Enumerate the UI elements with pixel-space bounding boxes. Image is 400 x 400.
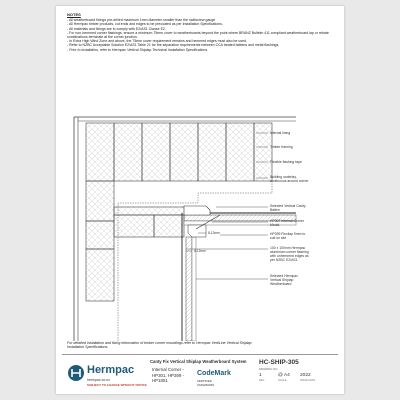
callout-underlay-1: Building underlay, [270, 175, 297, 179]
callout-flashing-2: aluminium corner flashing [270, 250, 309, 254]
timber-stud [86, 221, 114, 249]
timber-stud [114, 123, 142, 181]
brand-url: hermpac.co.nz [87, 378, 110, 382]
drawing-sheet [56, 6, 344, 394]
scale-label: SCALE [278, 379, 287, 382]
description-line: Internal Corner - [152, 367, 184, 372]
weatherboard [186, 237, 192, 341]
callout-timber-framing: Timber framing [270, 145, 293, 149]
dimension-label: 8-12mm [194, 249, 206, 253]
brand-block [67, 361, 147, 387]
timber-stud [170, 123, 198, 181]
callout-corner-mould-2: Mould [270, 223, 280, 227]
system-title: Canty Fix Vertical Shiplap Weatherboard System [150, 359, 247, 364]
callout-underlay-2: continuous around corner [270, 179, 309, 183]
timber-stud [198, 123, 226, 181]
revision: 1 [259, 373, 262, 378]
internal-corner-mould [188, 225, 206, 237]
callout-flashing-4: per NZBC E2/AS1 [270, 258, 298, 262]
cavity-batten [154, 215, 184, 237]
internal-corner-mould [184, 206, 210, 215]
timber-stud [86, 123, 114, 181]
revision-label: REV [259, 379, 265, 382]
brand-name: Hermpac [87, 364, 135, 376]
drawing-description [152, 367, 184, 384]
callout-internal-lining: Internal lining [270, 131, 291, 135]
description-line: HP301, HP399 - [152, 372, 184, 378]
issue-date-label: ISSUE DATE [300, 379, 316, 382]
callout-flashing-1: 100 x 100mm Hermpac [270, 246, 306, 250]
drawing-number-label: DRAWING NO [259, 367, 278, 371]
callout-shiplap-2: Vertical Shiplap [270, 278, 294, 282]
hermpac-logo-icon [67, 364, 85, 382]
notes-block [67, 13, 329, 52]
callout-corner-mould-1: HP307 Internal Corner [270, 219, 304, 223]
timber-stud [86, 249, 114, 301]
installation-note: For detailed installation and fixing information of timber corner mouldings refer to Hermpac VertiLine Vertical Shiplap Installation Specifications. [67, 341, 252, 350]
description-line: HP1851 [152, 378, 168, 384]
corner-detail-drawing [56, 111, 344, 341]
callout-batten-2: Batten [270, 208, 280, 212]
note-item: - All weatherboard fixings pre-drilled maximum 1mm diameter smaller than the nail/screw gauge [67, 18, 216, 23]
callout-flashing-tape: Flexible flashing tape [270, 160, 302, 164]
scale: @ A4 [278, 373, 290, 378]
notes-list [67, 18, 329, 52]
timber-stud [86, 181, 114, 221]
cavity-batten [114, 215, 154, 237]
note-item: - Prior to installation, refer to Hermpac Vertical Shiplap Technical Installation Specifications. [67, 47, 209, 52]
issue-date: 2022 [300, 373, 311, 378]
callout-flexilap-2: suit on site [270, 236, 287, 240]
note-item: - All materials and fixings are to comply with E2/AS1 Clause E2. [67, 26, 166, 31]
note-item: - In Extra High Wind Zone and above, the 75mm cover requirement remains and hemmed edges must also be used. [67, 39, 247, 44]
title-block [62, 354, 338, 391]
cavity-batten [114, 207, 186, 215]
note-item: - Refer to NZBC Acceptable Solution E2/AS1 Table 21 for the separation requirements between CCA treated battens and metal flashings. [67, 43, 280, 48]
note-item: - All Hermpac timber products, cut ends and edges to be precoated as per Installation Specifications. [67, 22, 223, 27]
callout-shiplap-1: Selected Hermpac [270, 274, 298, 278]
codemark-code: CMNZ30039 [197, 383, 215, 387]
drawing-number: HC-SHIP-305 [259, 359, 299, 366]
note-item: - For non-hemmed corner flashings, ensure a minimum 75mm cover to weatherboards beyond the point where BRANZ Bulletin 411 compliant weatherboard lap or rebate combinations terminate at the corner junction. [67, 30, 329, 40]
dimension-label: 8-12mm [208, 231, 220, 235]
codemark-logo: CodeMark [197, 370, 231, 377]
notes-title: NOTES [67, 12, 81, 17]
callout-shiplap-3: Weatherboard [270, 282, 292, 286]
timber-stud [142, 123, 170, 181]
callout-flashing-3: with unhemmed edges as [270, 254, 309, 258]
callout-flexilap-1: HP399 Flexilap 9mm to [270, 232, 306, 236]
disclaimer: SUBJECT TO CHANGE WITHOUT NOTICE [87, 383, 147, 387]
codemark-certified: CERTIFIED [197, 379, 212, 383]
timber-stud [226, 123, 254, 181]
callout-batten-1: Selected Vertical Cavity [270, 204, 306, 208]
